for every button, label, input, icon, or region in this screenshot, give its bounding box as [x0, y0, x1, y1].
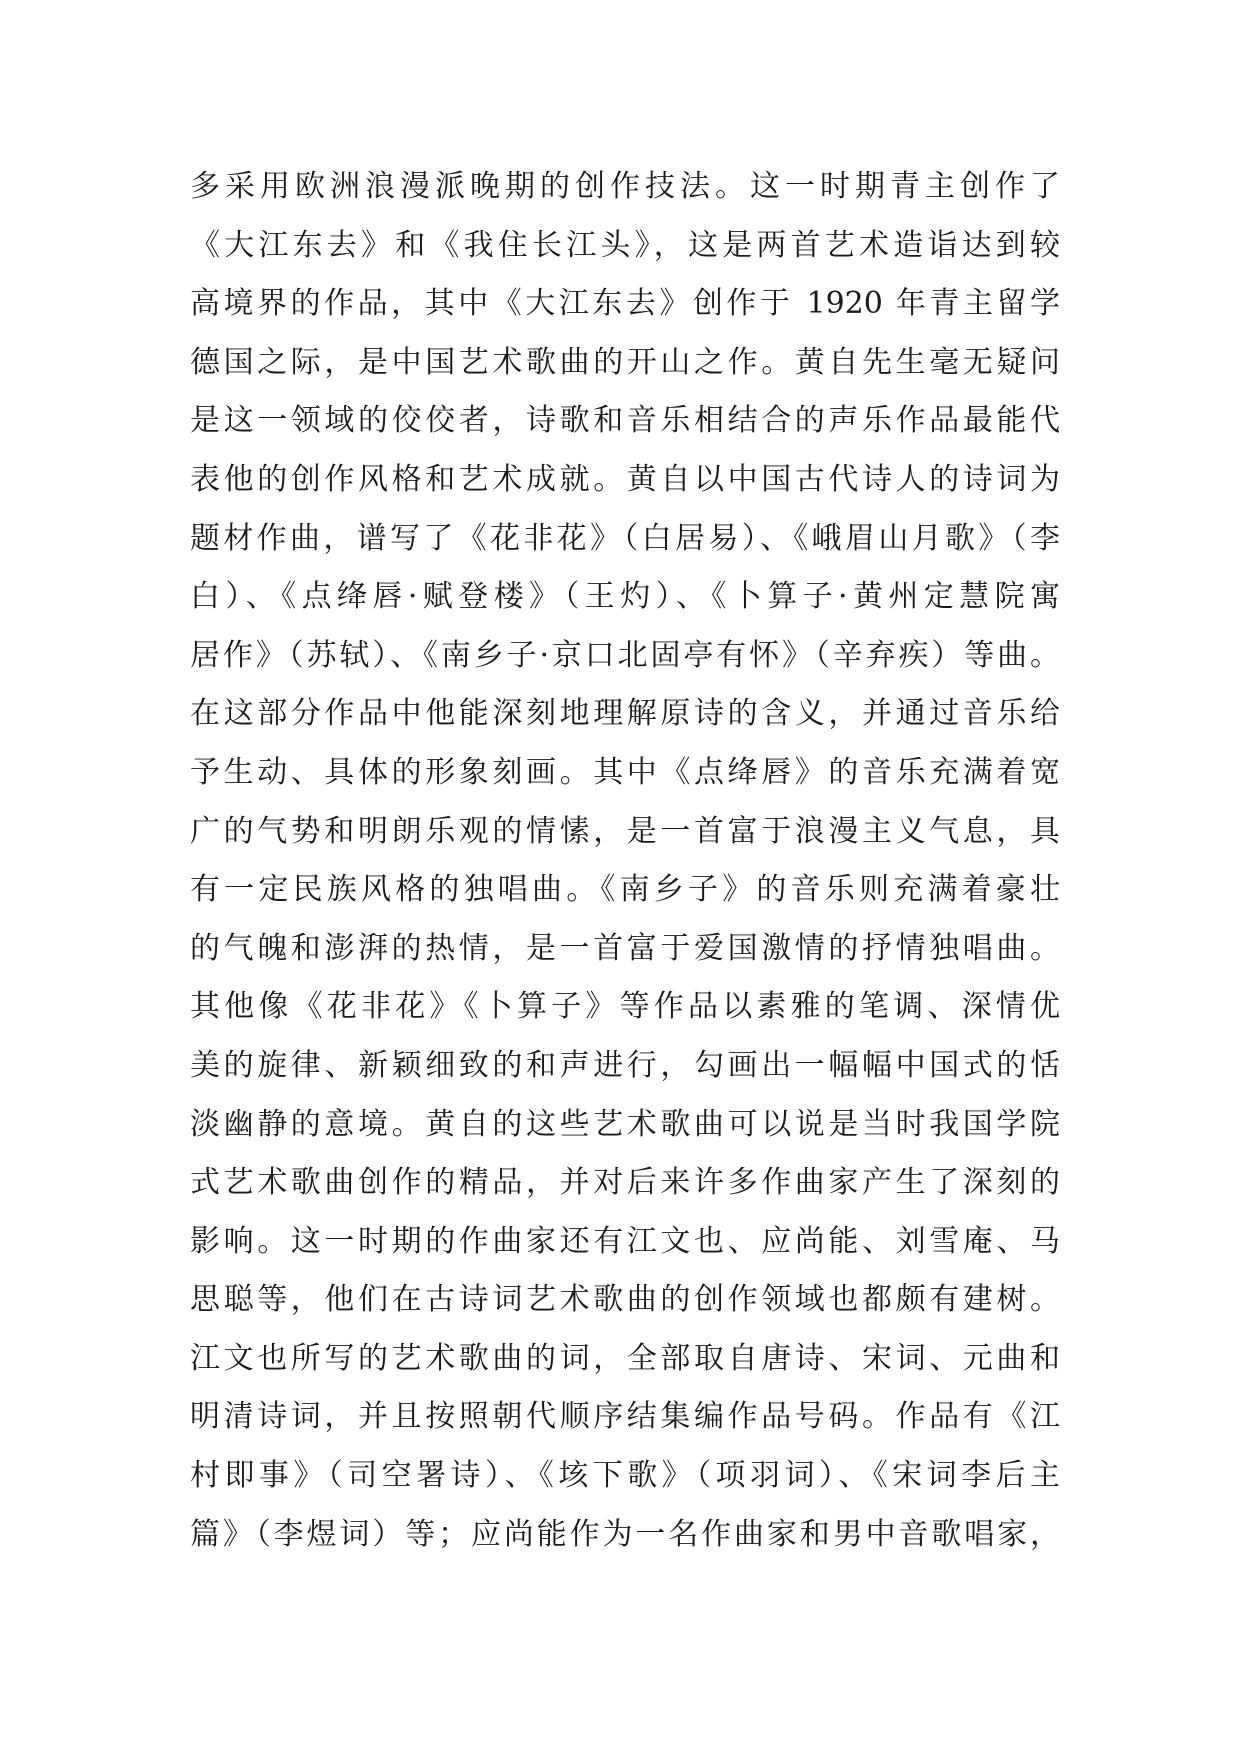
text-line: 篇》（李煜词）等；应尚能作为一名作曲家和男中音歌唱家， — [190, 1516, 1060, 1552]
text-line: 题材作曲，谱写了《花非花》（白居易）、《峨眉山月歌》（李 — [190, 520, 1060, 556]
text-line: 思聪等，他们在古诗词艺术歌曲的创作领域也都颇有建树。 — [190, 1282, 1060, 1318]
text-line: 其他像《花非花》《卜算子》等作品以素雅的笔调、深情优 — [190, 989, 1060, 1025]
text-line: 《大江东去》和《我住长江头》，这是两首艺术造诣达到较 — [190, 227, 1060, 263]
text-line: 多采用欧洲浪漫派晚期的创作技法。这一时期青主创作了 — [190, 169, 1060, 204]
text-line: 德国之际，是中国艺术歌曲的开山之作。黄自先生毫无疑问 — [190, 344, 1060, 380]
text-line: 广的气势和明朗乐观的情愫，是一首富于浪漫主义气息，具 — [190, 813, 1060, 849]
text-line: 在这部分作品中他能深刻地理解原诗的含义，并通过音乐给 — [190, 696, 1060, 732]
text-line: 白）、《点绛唇·赋登楼》（王灼）、《卜算子·黄州定慧院寓 — [190, 579, 1060, 615]
text-line: 村即事》（司空署诗）、《垓下歌》（项羽词）、《宋词李后主 — [190, 1458, 1060, 1494]
text-line: 的气魄和澎湃的热情，是一首富于爱国激情的抒情独唱曲。 — [190, 930, 1060, 966]
text-line: 明清诗词，并且按照朝代顺序结集编作品号码。作品有《江 — [190, 1399, 1060, 1435]
text-line: 江文也所写的艺术歌曲的词，全部取自唐诗、宋词、元曲和 — [190, 1340, 1060, 1376]
text-line: 居作》（苏轼）、《南乡子·京口北固亭有怀》（辛弃疾）等曲。 — [190, 637, 1060, 673]
text-line: 影响。这一时期的作曲家还有江文也、应尚能、刘雪庵、马 — [190, 1223, 1060, 1259]
text-line: 式艺术歌曲创作的精品，并对后来许多作曲家产生了深刻的 — [190, 1165, 1060, 1201]
body-text — [190, 158, 1060, 1564]
text-line: 表他的创作风格和艺术成就。黄自以中国古代诗人的诗词为 — [190, 461, 1060, 497]
text-line: 高境界的作品，其中《大江东去》创作于 1920 年青主留学 — [190, 286, 1060, 322]
text-line: 美的旋律、新颖细致的和声进行，勾画出一幅幅中国式的恬 — [190, 1047, 1060, 1083]
text-line: 予生动、具体的形象刻画。其中《点绛唇》的音乐充满着宽 — [190, 754, 1060, 790]
text-line: 有一定民族风格的独唱曲。《南乡子》的音乐则充满着豪壮 — [190, 872, 1060, 908]
text-line: 是这一领域的佼佼者，诗歌和音乐相结合的声乐作品最能代 — [190, 403, 1060, 439]
text-line: 淡幽静的意境。黄自的这些艺术歌曲可以说是当时我国学院 — [190, 1106, 1060, 1142]
